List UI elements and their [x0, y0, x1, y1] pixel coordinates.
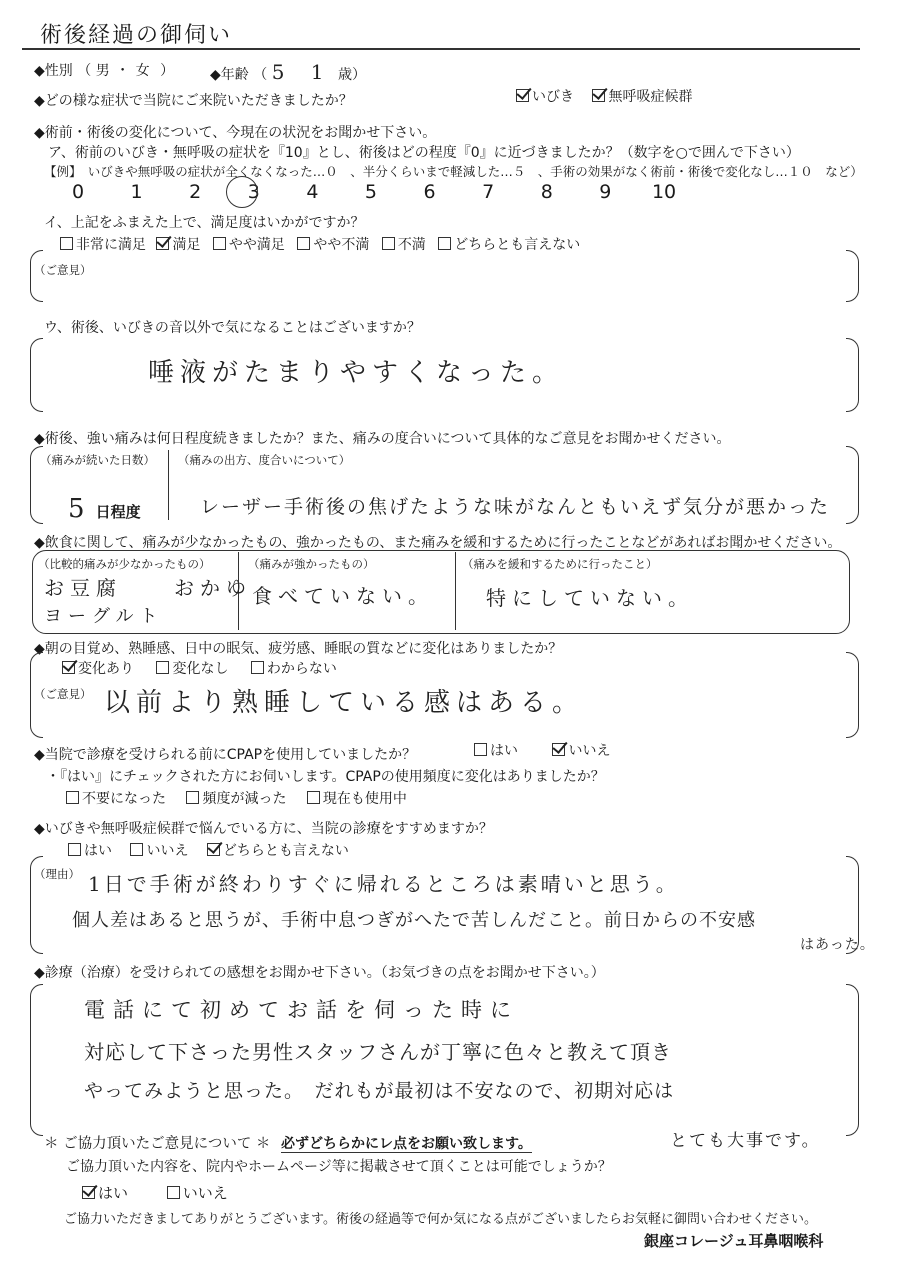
impression-answer-2[interactable]: 対応して下さった男性スタッフさんが丁寧に色々と教えて頂き [84, 1040, 672, 1064]
checkbox-changed[interactable] [62, 661, 75, 674]
change-heading: ◆術前・術後の変化について、今現在の状況をお聞かせ下さい。 [34, 125, 437, 141]
footer-thanks: ご協力いただきましてありがとうございます。術後の経過等で何か気になる点がございましたらお気軽に御問い合わせください。 [64, 1212, 817, 1227]
scale-7[interactable]: 7 [482, 181, 495, 203]
option-no-longer-needed: 不要になった [82, 791, 166, 807]
pain-detail-label: （痛みの出方、度合いについて） [178, 453, 351, 467]
symptom-question: ◆どの様な症状で当院にご来院いただきましたか？ [34, 93, 353, 109]
option-satisfied: 満足 [172, 237, 201, 253]
option-consent-yes: はい [98, 1184, 129, 1202]
option-cpap-yes: はい [490, 743, 518, 759]
cpap-followup: ・『はい』にチェックされた方にお伺いします。CPAPの使用頻度に変化はありましたか？ [46, 769, 605, 785]
scale-5[interactable]: 5 [364, 181, 378, 203]
consent-line: ＊ ご協力頂いたご意見について ＊ [44, 1136, 271, 1152]
impression-question: ◆診療（治療）を受けられての感想をお聞かせ下さい。（お気づきの点をお聞かせ下さい。） [34, 965, 605, 981]
food-relief-answer[interactable]: 特にしていない。 [486, 586, 694, 610]
option-cpap-no: いいえ [568, 743, 611, 759]
checkbox-somewhat-satisfied[interactable] [213, 237, 226, 250]
option-unknown: わからない [266, 661, 337, 677]
option-neither: どちらとも言えない [454, 237, 581, 253]
checkbox-cpap-yes[interactable] [474, 743, 487, 756]
pain-days [68, 494, 141, 524]
consent-question: ご協力頂いた内容を、院内やホームページ等に掲載させて頂くことは可能でしょうか？ [66, 1159, 612, 1175]
pain-days-unit: 日程度 [95, 503, 141, 521]
option-very-satisfied: 非常に満足 [76, 237, 146, 253]
reason-answer-3[interactable]: はあった。 [800, 937, 875, 953]
option-apnea: 無呼吸症候群 [608, 89, 693, 105]
scale-3[interactable]: 3 [247, 181, 260, 203]
checkbox-consent-yes[interactable] [82, 1186, 95, 1199]
satisfaction-question: イ、上記をふまえた上で、満足度はいかがですか？ [44, 215, 365, 231]
checkbox-recommend-no[interactable] [130, 843, 143, 856]
severity-scale [66, 181, 676, 203]
scale-1[interactable]: 1 [130, 181, 143, 203]
checkbox-recommend-yes[interactable] [68, 843, 81, 856]
age-label: ◆年齢 [210, 67, 249, 83]
sleep-bracket-right [846, 652, 859, 738]
sex-open: （ [77, 63, 92, 79]
opinion-bracket-right [846, 250, 859, 302]
option-unchanged: 変化なし [172, 661, 229, 677]
impression-answer-4[interactable]: とても大事です。 [670, 1131, 821, 1151]
other-bracket-left [30, 338, 43, 412]
recommend-options [68, 840, 349, 860]
checkbox-unknown[interactable] [251, 661, 264, 674]
checkbox-ibiki[interactable] [516, 89, 529, 102]
age-value[interactable]: 5 1 [271, 60, 334, 84]
cpap-options [474, 740, 610, 760]
impression-answer-1[interactable]: 電話にて初めてお話を伺った時に [84, 998, 519, 1022]
consent-options [82, 1182, 228, 1203]
change-sub-a: ア、術前のいびき・無呼吸の症状を『10』とし、術後はどの程度『0』に近づきましたか？（数字を○で囲んで下さい） [48, 145, 800, 161]
option-somewhat-dissatisfied: やや不満 [313, 237, 370, 253]
sex-label: ◆性別 [34, 63, 73, 79]
pain-bracket-right [846, 446, 859, 524]
food-less-label: （比較的痛みが少なかったもの） [38, 557, 211, 571]
scale-0[interactable]: 0 [71, 181, 85, 203]
option-recommend-neither: どちらとも言えない [222, 843, 349, 859]
scale-2[interactable]: 2 [189, 181, 202, 203]
impression-bracket-right [846, 984, 859, 1136]
scale-9[interactable]: 9 [599, 181, 612, 203]
option-somewhat-satisfied: やや満足 [228, 237, 285, 253]
checkbox-still-using[interactable] [307, 791, 320, 804]
pain-days-value[interactable]: 5 [68, 494, 91, 524]
pain-days-label: （痛みが続いた日数） [40, 453, 155, 467]
change-example: 【例】 いびきや無呼吸の症状が全くなくなった…０ 、半分くらいまで軽減した…５ 、手術の効果がなく術前・術後で変化なし…１０ など） [44, 164, 863, 179]
food-less-answer-2[interactable]: ヨーグルト [44, 606, 164, 627]
satisfaction-opinion-label: （ご意見） [34, 263, 92, 277]
cpap-question: ◆当院で診療を受けられる前にCPAPを使用していましたか？ [34, 747, 417, 763]
checkbox-very-satisfied[interactable] [60, 237, 73, 250]
checkbox-recommend-neither[interactable] [207, 843, 220, 856]
scale-10[interactable]: 10 [651, 181, 677, 203]
pain-detail-answer[interactable]: レーザー手術後の焦げたような味がなんともいえず気分が悪かった [200, 496, 831, 518]
scale-4[interactable]: 4 [306, 181, 319, 203]
age-open: （ [253, 67, 268, 83]
consent-heading [44, 1132, 532, 1153]
option-still-using: 現在も使用中 [322, 791, 407, 807]
checkbox-satisfied[interactable] [156, 237, 169, 250]
age-unit: 歳） [337, 67, 366, 83]
option-ibiki: いびき [532, 89, 574, 105]
food-relief-label: （痛みを緩和するために行ったこと） [462, 557, 658, 571]
other-bracket-right [846, 338, 859, 412]
food-question: ◆飲食に関して、痛みが少なかったもの、強かったもの、また痛みを緩和するために行ったことなどがあればお聞かせください。 [34, 535, 842, 551]
other-question: ウ、術後、いびきの音以外で気になることはございますか？ [44, 320, 421, 336]
option-changed: 変化あり [78, 661, 134, 677]
checkbox-reduced[interactable] [186, 791, 199, 804]
checkbox-neither[interactable] [438, 237, 451, 250]
sleep-opinion-label: （ご意見） [34, 687, 92, 701]
reason-answer-2[interactable]: 個人差はあると思うが、手術中息つぎがへたで苦しんだこと。前日からの不安感 [72, 910, 756, 931]
impression-bracket-left [30, 984, 43, 1136]
option-reduced: 頻度が減った [202, 791, 287, 807]
form-title: 術後経過の御伺い [40, 23, 233, 48]
checkbox-somewhat-dissatisfied[interactable] [297, 237, 310, 250]
pain-question: ◆術後、強い痛みは何日程度続きましたか？また、痛みの度合いについて具体的なご意見をお聞かせください。 [34, 431, 731, 447]
reason-answer-1[interactable]: 1日で手術が終わりすぐに帰れるところは素晴いと思う。 [88, 872, 679, 896]
other-answer[interactable]: 唾液がたまりやすくなった。 [148, 358, 565, 388]
scale-6[interactable]: 6 [423, 181, 436, 203]
reason-label: （理由） [34, 867, 80, 881]
symptom-options [516, 86, 692, 106]
checkbox-unchanged[interactable] [156, 661, 169, 674]
food-divider-2 [455, 552, 456, 630]
food-strong-label: （痛みが強かったもの） [248, 557, 375, 571]
consent-emphasis: 必ずどちらかにレ点をお願い致します。 [281, 1136, 532, 1152]
option-dissatisfied: 不満 [397, 237, 426, 253]
option-recommend-no: いいえ [146, 843, 189, 859]
sleep-answer[interactable]: 以前より熟睡している感はある。 [104, 688, 585, 718]
cpap-followup-options [66, 788, 407, 808]
checkbox-cpap-no[interactable] [552, 743, 565, 756]
selected-circle [226, 176, 258, 208]
clinic-name: 銀座コレージュ耳鼻咽喉科 [644, 1232, 824, 1250]
sex-options[interactable]: 男・女 [95, 63, 156, 79]
checkbox-apnea[interactable] [592, 89, 605, 102]
option-recommend-yes: はい [84, 843, 112, 859]
food-strong-answer[interactable]: 食べていない。 [252, 584, 434, 608]
satisfaction-options [60, 234, 580, 254]
pain-divider [168, 450, 169, 520]
title-underline [22, 48, 860, 50]
recommend-question: ◆いびきや無呼吸症候群で悩んでいる方に、当院の診療をすすめますか？ [34, 821, 493, 837]
sex-close: ） [160, 63, 175, 79]
option-consent-no: いいえ [182, 1184, 228, 1202]
scale-8[interactable]: 8 [540, 181, 553, 203]
checkbox-consent-no[interactable] [167, 1186, 180, 1199]
age-field [210, 60, 366, 84]
checkbox-dissatisfied[interactable] [382, 237, 395, 250]
sleep-options [62, 658, 337, 678]
sleep-question: ◆朝の目覚め、熟睡感、日中の眠気、疲労感、睡眠の質などに変化はありましたか？ [34, 641, 563, 657]
impression-answer-3[interactable]: やってみようと思った。 だれもが最初は不安なので、初期対応は [84, 1080, 675, 1102]
checkbox-no-longer-needed[interactable] [66, 791, 79, 804]
food-less-answer-1[interactable]: お豆腐 おかゆ [44, 576, 252, 600]
sex-field [34, 60, 174, 80]
